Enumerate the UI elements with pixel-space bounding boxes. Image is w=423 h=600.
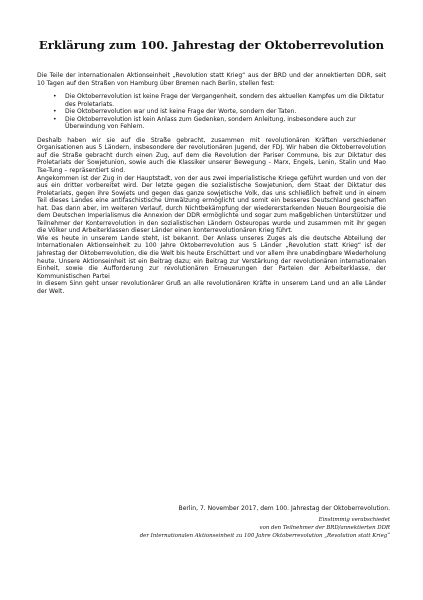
- list-item: [53, 93, 386, 108]
- list-item-text: Die Oktoberrevolution ist keine Frage der Vergangenheit, sondern des aktuellen Kampfes um die Diktatur des Proletariats.: [65, 93, 385, 108]
- body-paragraph: Deshalb haben wir sie auf die Straße gebracht, zusammen mit revolutionären Kräften verschiedener Organisationen aus 5 Ländern, insbesondere der revolutionären Jugend, der FDJ. Wir haben die Oktoberrevolution auf die Straße gebracht durch einen Zug, auf dem die Revolution der Pariser Commune, bis zur Diktatur des Proletariats der Sowjetunion, sowie auch die Klassiker unserer Bewegung - Marx, Engels, Lenin, Stalin und Mao Tse-Tung – repräsentiert sind.: [37, 136, 386, 175]
- signature-line: der Internationalen Aktionseinheit zu 100 Jahre Oktoberrevolution „Revolution statt Krieg“: [139, 533, 390, 539]
- list-item: [53, 115, 386, 131]
- statement-list: [37, 93, 386, 131]
- intro-paragraph: Die Teile der internationalen Aktionseinheit „Revolution statt Krieg“ aus der BRD und der annektierten DDR, seit 10 Tagen auf den Straßen von Hamburg über Bremen nach Berlin, stellen fest:: [37, 72, 386, 87]
- body-paragraph: In diesem Sinn geht unser revolutionärer Gruß an alle revolutionären Kräfte in unserem Land und an alle Länder der Welt.: [37, 280, 386, 295]
- bullet-icon: •: [53, 108, 57, 116]
- signature-line: Einstimmig verabschiedet: [318, 517, 390, 523]
- document-title: Erklärung zum 100. Jahrestag der Oktoberrevolution: [38, 38, 385, 52]
- bullet-icon: •: [53, 115, 57, 123]
- body-paragraph: Wie es heute in unserem Lande steht, ist bekannt. Der Anlass unseres Zuges als die deutsche Abteilung der Internationalen Aktionseinheit zu 100 Jahre Oktoberrevolution aus 5 Länder „Revolution statt Krieg“ ist der Jahrestag der Oktoberrevolution, die die Welt bis heute Erschüttert und vor allem ihre unabdingbare Wiederholung heute. Unsere Aktionseinheit ist ein Beitrag dazu; ein Beitrag zur Verstärkung der revolutionären internationalen Einheit, sowie die Aufforderung zur revolutionären Erneuerungen der Parteien der Arbeiterklasse, der Kommunistischen Partei: [37, 234, 386, 280]
- bullet-icon: •: [53, 93, 57, 101]
- body-paragraph: Angekommen ist der Zug in der Hauptstadt, von der aus zwei imperialistische Kriege geführt wurden und von der aus ein dritter vorbereitet wird. Der letzte gegen die sozialistische Sowjetunion, dem Staat der Diktatur des Proletariats, gegen ihre Sowjets und gegen das ganze sowjetische Volk, das uns schließlich befreit und in einem Teil dieses Landes eine antifaschistische Umwälzung ermöglicht und somit ein besseres Deutschland geschaffen hat. Das dann aber, im weiteren Verlauf, durch Nichtbekämpfung der wiedererstarkenden Neuen Bourgeoisie die dem Deutschen Imperialismus die Annexion der DDR ermöglichte und sogar zum maßgeblichen Unterstützer und Teilnehmer der Konterrevolution in den sozialistischen Ländern Osteuropas wurde und zusammen mit ihr gegen die Völker und Arbeiterklassen dieser Länder einen konterrevolutionären Krieg führt.: [37, 174, 386, 235]
- dateline: Berlin, 7. November 2017, dem 100. Jahrestag der Oktoberrevolution.: [178, 505, 390, 512]
- signature-line: von den Teilnehmer der BRD/annektierten DDR: [259, 525, 390, 531]
- document-body: [37, 72, 386, 295]
- list-item-text: Die Oktoberrevolution war und ist keine Frage der Worte, sondern der Taten.: [65, 108, 297, 116]
- list-item-text: Die Oktoberrevolution ist kein Anlass zum Gedenken, sondern Anleitung, insbesondere auch zur Überwindung von Fehlern.: [65, 115, 356, 131]
- list-item: [53, 108, 386, 116]
